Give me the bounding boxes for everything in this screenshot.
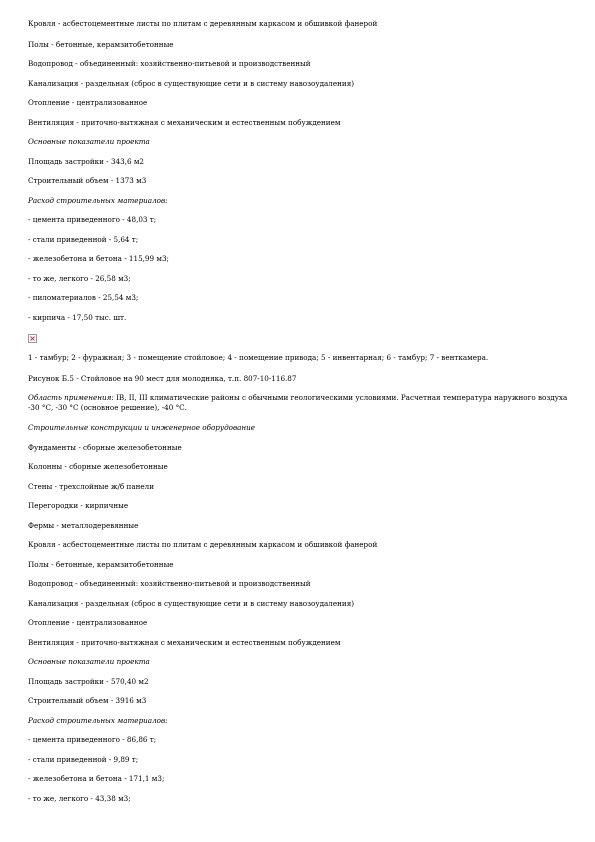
material-brick: - кирпича - 17,50 тыс. шт. <box>28 313 127 322</box>
floors-line: Полы - бетонные, керамзитобетонные <box>28 40 174 49</box>
materials-heading-2: Расход строительных материалов: <box>28 716 168 725</box>
material-light-concrete: - то же, легкого - 26,58 м3; <box>28 274 131 283</box>
partitions-line: Перегородки - кирпичные <box>28 501 129 510</box>
material-cement-2: - цемента приведенного - 86,86 т; <box>28 735 157 744</box>
ventilation-line-2: Вентиляция - приточно-вытяжная с механическим и естественным побуждением <box>28 638 341 647</box>
application-area-paragraph <box>28 393 568 413</box>
material-light-concrete-2: - то же, легкого - 43,38 м3; <box>28 794 131 803</box>
columns-line: Колонны - сборные железобетонные <box>28 462 168 471</box>
heating-line-2: Отопление - централизованное <box>28 618 148 627</box>
water-supply-line: Водопровод - объединенный: хозяйственно-питьевой и производственный <box>28 59 311 68</box>
material-cement: - цемента приведенного - 48,03 т; <box>28 215 157 224</box>
application-area-label: Область применения: <box>28 393 114 402</box>
structures-heading: Строительные конструкции и инженерное оборудование <box>28 423 256 432</box>
indicators-heading-2: Основные показатели проекта <box>28 657 150 666</box>
roofing-line: Кровля - асбестоцементные листы по плитам с деревянным каркасом и обшивкой фанерой <box>28 19 378 28</box>
foundations-line: Фундаменты - сборные железобетонные <box>28 443 182 452</box>
sewerage-line-2: Канализация - раздельная (сброс в существующие сети и в систему навозоудаления) <box>28 599 355 608</box>
material-concrete-2: - железобетона и бетона - 171,1 м3; <box>28 774 165 783</box>
material-lumber: - пиломатериалов - 25,54 м3; <box>28 293 139 302</box>
building-volume-line: Строительный объем - 1373 м3 <box>28 176 147 185</box>
building-area-line-2: Площадь застройки - 570,40 м2 <box>28 677 149 686</box>
ventilation-line: Вентиляция - приточно-вытяжная с механическим и естественным побуждением <box>28 118 341 127</box>
walls-line: Стены - трехслойные ж/б панели <box>28 482 155 491</box>
indicators-heading: Основные показатели проекта <box>28 137 150 146</box>
heating-line: Отопление - централизованное <box>28 98 148 107</box>
figure-caption: Рисунок Б.5 - Стойловое на 90 мест для молодняка, т.п. 807-10-116.87 <box>28 374 297 383</box>
broken-image-icon <box>28 334 37 343</box>
figure-legend: 1 - тамбур; 2 - фуражная; 3 - помещение стойловое; 4 - помещение привода; 5 - инвентарная; 6 - тамбур; 7 - венткамера. <box>28 353 489 362</box>
building-area-line: Площадь застройки - 343,6 м2 <box>28 157 144 166</box>
trusses-line: Фермы - металлодеревянные <box>28 521 139 530</box>
water-supply-line-2: Водопровод - объединенный: хозяйственно-питьевой и производственный <box>28 579 311 588</box>
sewerage-line: Канализация - раздельная (сброс в существующие сети и в систему навозоудаления) <box>28 79 355 88</box>
building-volume-line-2: Строительный объем - 3916 м3 <box>28 696 147 705</box>
floors-line-2: Полы - бетонные, керамзитобетонные <box>28 560 174 569</box>
application-area-text: IВ, II, III климатические районы с обычными геологическими условиями. Расчетная температура наружного воздуха -30 °С, -30 °С (основное решение), -40 °С. <box>28 393 568 412</box>
material-concrete: - железобетона и бетона - 115,99 м3; <box>28 254 169 263</box>
material-steel: - стали приведенной - 5,64 т; <box>28 235 139 244</box>
materials-heading: Расход строительных материалов: <box>28 196 168 205</box>
material-steel-2: - стали приведенной - 9,89 т; <box>28 755 139 764</box>
roofing-line-2: Кровля - асбестоцементные листы по плитам с деревянным каркасом и обшивкой фанерой <box>28 540 378 549</box>
